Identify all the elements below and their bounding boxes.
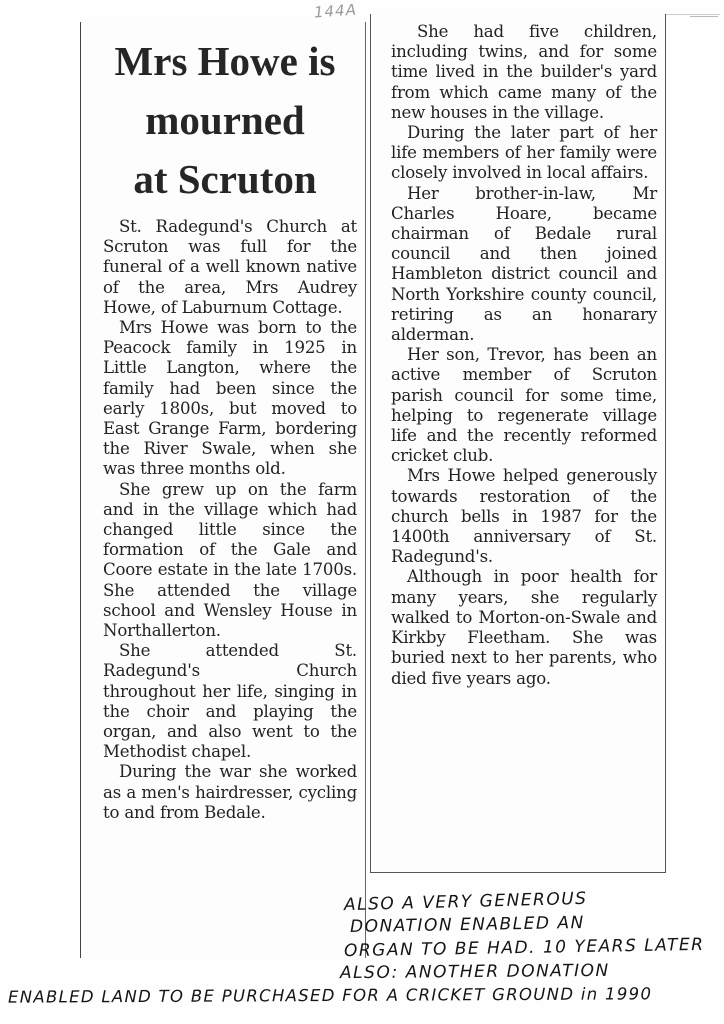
article-paragraph: Her son, Trevor, has been an active member of Scruton parish council for some time, helping to regenerate village life and the recently reformed cricket club. bbox=[391, 345, 657, 466]
article-column-right bbox=[391, 22, 657, 689]
article-paragraph: During the later part of her life members of her family were closely involved in local affairs. bbox=[391, 123, 657, 183]
handwritten-note-line: ORGAN TO BE HAD. 10 YEARS LATER bbox=[343, 934, 705, 962]
article-paragraph: Her brother-in-law, Mr Charles Hoare, became chairman of Bedale rural council and then joined Hambleton district council and North Yorkshire county council, retiring as an honarary alderman. bbox=[391, 183, 657, 345]
article-paragraph: She had five children, including twins, and for some time lived in the builder's yard from which came many of the new houses in the village. bbox=[391, 22, 657, 122]
article-paragraph: She attended St. Radegund's Church throughout her life, singing in the choir and playing the organ, and also went to the Methodist chapel. bbox=[103, 641, 357, 762]
article-column-left bbox=[103, 217, 357, 823]
article-paragraph: She grew up on the farm and in the village which had changed little since the formation of the Gale and Coore estate in the late 1700s. She attended the village school and Wensley House in Northallerton. bbox=[103, 479, 357, 641]
article-paragraph: During the war she worked as a men's hairdresser, cycling to and from Bedale. bbox=[103, 762, 357, 822]
article-paragraph: St. Radegund's Church at Scruton was full for the funeral of a well known native of the area, Mrs Audrey Howe, of Laburnum Cottage. bbox=[103, 217, 357, 317]
handwritten-note-line: ALSO A VERY GENEROUS bbox=[343, 888, 588, 916]
headline-line: at Scruton bbox=[133, 156, 317, 202]
handwritten-note-line: DONATION ENABLED AN bbox=[349, 912, 585, 938]
headline-line: Mrs Howe is bbox=[114, 38, 336, 84]
newspaper-clipping-left bbox=[80, 22, 366, 958]
newspaper-clipping-right bbox=[370, 14, 666, 873]
headline bbox=[91, 32, 359, 209]
article-paragraph: Mrs Howe was born to the Peacock family in 1925 in Little Langton, where the family had been since the early 1800s, but moved to East Grange Farm, bordering the River Swale, when she was three months old. bbox=[103, 318, 357, 479]
article-paragraph: Although in poor health for many years, she regularly walked to Morton-on-Swale and Kirkby Fleetham. She was buried next to her parents, who died five years ago. bbox=[391, 567, 657, 688]
headline-line: mourned bbox=[145, 97, 305, 143]
pencil-reference-number: 144A bbox=[313, 0, 358, 22]
handwritten-note-line: ALSO: ANOTHER DONATION bbox=[339, 960, 610, 984]
handwritten-note-line: ENABLED LAND TO BE PURCHASED FOR A CRICKET GROUND in 1990 bbox=[7, 984, 653, 1007]
article-paragraph: Mrs Howe helped generously towards restoration of the church bells in 1987 for the 1400th anniversary of St. Radegund's. bbox=[391, 466, 657, 567]
scan-edge-mark bbox=[690, 16, 718, 17]
